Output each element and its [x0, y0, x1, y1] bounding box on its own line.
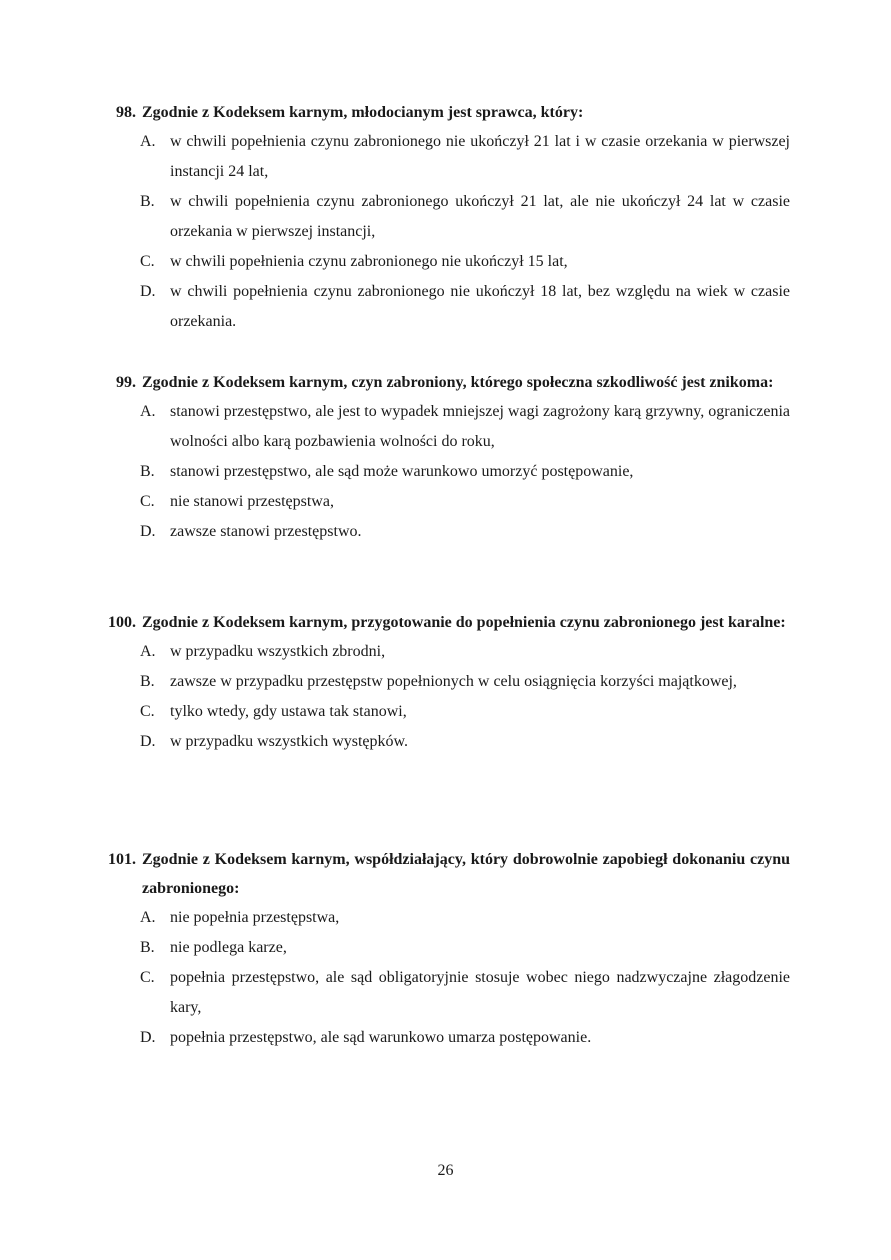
question-number: 100.	[108, 614, 136, 631]
question-100	[100, 608, 790, 757]
option-letter: D.	[140, 733, 156, 750]
option-text: popełnia przestępstwo, ale sąd warunkowo umarza postępowanie.	[170, 1029, 592, 1046]
answer-option-b	[100, 933, 790, 963]
answer-option-a	[100, 127, 790, 187]
answer-option-b	[100, 667, 790, 697]
option-text: nie popełnia przestępstwa,	[170, 909, 340, 926]
option-letter: B.	[140, 193, 155, 210]
option-letter: D.	[140, 1029, 156, 1046]
option-text: w chwili popełnienia czynu zabronionego nie ukończył 21 lat i w czasie orzekania w pierwszej instancji 24 lat,	[170, 133, 790, 180]
question-heading	[100, 608, 790, 637]
option-text: tylko wtedy, gdy ustawa tak stanowi,	[170, 703, 407, 720]
question-text: Zgodnie z Kodeksem karnym, przygotowanie do popełnienia czynu zabronionego jest karalne:	[142, 614, 786, 631]
option-text: popełnia przestępstwo, ale sąd obligatoryjnie stosuje wobec niego nadzwyczajne złagodzenie kary,	[170, 969, 790, 1016]
option-letter: C.	[140, 703, 155, 720]
answer-option-a	[100, 397, 790, 457]
question-heading	[100, 845, 790, 903]
option-text: stanowi przestępstwo, ale jest to wypadek mniejszej wagi zagrożony karą grzywny, ograniczenia wolności albo karą pozbawienia wolności do roku,	[170, 403, 790, 450]
option-text: w chwili popełnienia czynu zabronionego ukończył 21 lat, ale nie ukończył 24 lat w czasie orzekania w pierwszej instancji,	[170, 193, 790, 240]
answer-option-c	[100, 697, 790, 727]
option-letter: D.	[140, 523, 156, 540]
question-number: 101.	[108, 851, 136, 868]
question-heading	[100, 368, 790, 397]
question-text: Zgodnie z Kodeksem karnym, współdziałający, który dobrowolnie zapobiegł dokonaniu czynu zabronionego:	[142, 851, 790, 897]
answer-option-c	[100, 247, 790, 277]
option-text: zawsze w przypadku przestępstw popełnionych w celu osiągnięcia korzyści majątkowej,	[170, 673, 737, 690]
question-101	[100, 845, 790, 1053]
option-text: w chwili popełnienia czynu zabronionego nie ukończył 18 lat, bez względu na wiek w czasie orzekania.	[170, 283, 790, 330]
answer-option-a	[100, 903, 790, 933]
question-98	[100, 98, 790, 337]
option-text: w przypadku wszystkich występków.	[170, 733, 409, 750]
option-letter: A.	[140, 403, 156, 420]
question-text: Zgodnie z Kodeksem karnym, młodocianym jest sprawca, który:	[142, 104, 584, 121]
answer-option-d	[100, 517, 790, 547]
answer-option-c	[100, 963, 790, 1023]
question-heading	[100, 98, 790, 127]
option-letter: C.	[140, 969, 155, 986]
answer-option-c	[100, 487, 790, 517]
answer-option-b	[100, 457, 790, 487]
option-text: nie podlega karze,	[170, 939, 287, 956]
option-letter: A.	[140, 133, 156, 150]
answer-option-a	[100, 637, 790, 667]
answer-option-d	[100, 727, 790, 757]
question-number: 99.	[116, 374, 136, 391]
answer-option-d	[100, 1023, 790, 1053]
option-letter: A.	[140, 643, 156, 660]
question-99	[100, 368, 790, 547]
option-letter: C.	[140, 253, 155, 270]
question-number: 98.	[116, 104, 136, 121]
option-letter: B.	[140, 673, 155, 690]
option-text: nie stanowi przestępstwa,	[170, 493, 334, 510]
option-letter: D.	[140, 283, 156, 300]
answer-option-d	[100, 277, 790, 337]
page-number: 26	[437, 1162, 454, 1179]
option-text: zawsze stanowi przestępstwo.	[170, 523, 362, 540]
option-letter: B.	[140, 939, 155, 956]
question-text: Zgodnie z Kodeksem karnym, czyn zabroniony, którego społeczna szkodliwość jest znikoma:	[142, 374, 774, 391]
answer-option-b	[100, 187, 790, 247]
option-text: w chwili popełnienia czynu zabronionego nie ukończył 15 lat,	[170, 253, 568, 270]
option-text: stanowi przestępstwo, ale sąd może warunkowo umorzyć postępowanie,	[170, 463, 634, 480]
option-letter: C.	[140, 493, 155, 510]
option-letter: A.	[140, 909, 156, 926]
option-text: w przypadku wszystkich zbrodni,	[170, 643, 386, 660]
option-letter: B.	[140, 463, 155, 480]
